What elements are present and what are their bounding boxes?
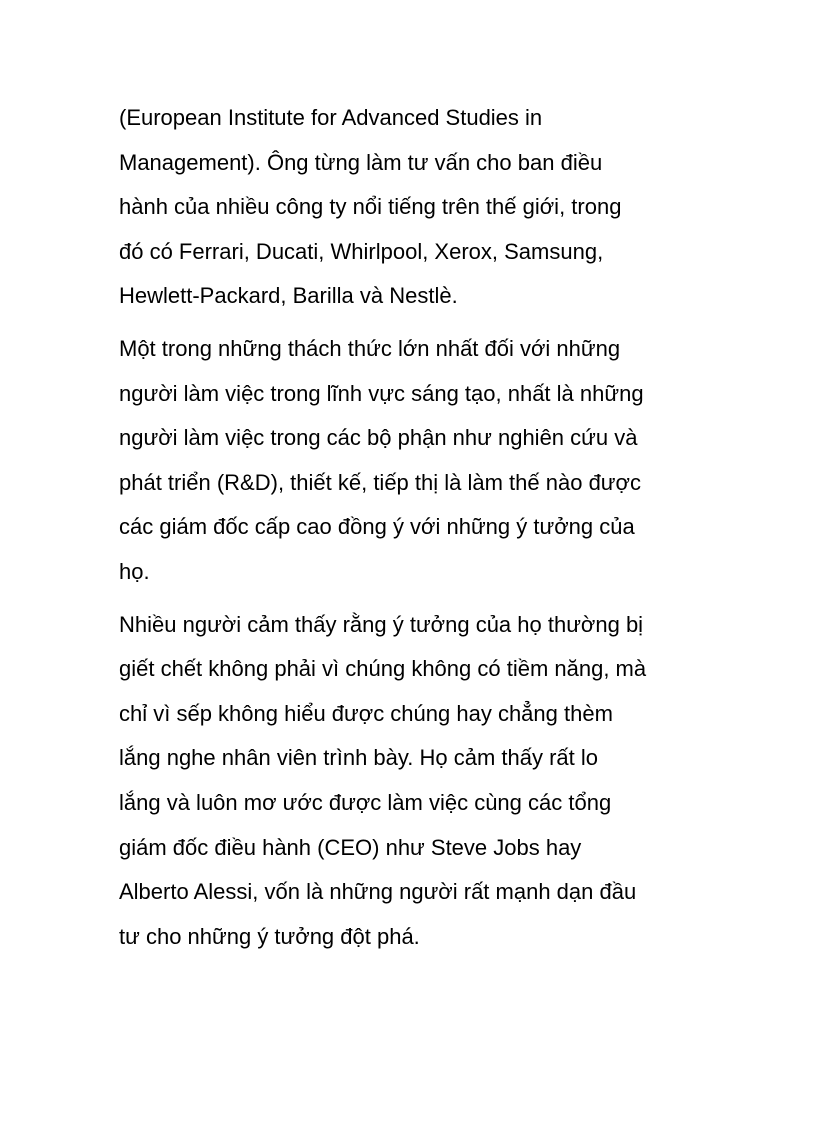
text-line: tư cho những ý tưởng đột phá. [119, 923, 420, 949]
text-line: phát triển (R&D), thiết kế, tiếp thị là làm thế nào được [119, 469, 641, 495]
paragraph-1 [119, 96, 709, 319]
document-body [119, 96, 709, 959]
text-line: lắng và luôn mơ ước được làm việc cùng các tổng [119, 789, 612, 815]
text-line: Alberto Alessi, vốn là những người rất mạnh dạn đầu [119, 879, 637, 905]
text-line: Một trong những thách thức lớn nhất đối với những [119, 335, 621, 361]
paragraph-2 [119, 327, 709, 595]
text-line: giết chết không phải vì chúng không có tiềm năng, mà [119, 656, 647, 682]
paragraph-3 [119, 603, 709, 960]
text-line: Hewlett-Packard, Barilla và Nestlè. [119, 283, 458, 309]
text-line: lắng nghe nhân viên trình bày. Họ cảm thấy rất lo [119, 745, 598, 771]
text-line: các giám đốc cấp cao đồng ý với những ý tưởng của [119, 514, 635, 540]
text-line: người làm việc trong lĩnh vực sáng tạo, nhất là những [119, 380, 644, 406]
text-line: chỉ vì sếp không hiểu được chúng hay chẳng thèm [119, 700, 613, 726]
text-line: người làm việc trong các bộ phận như nghiên cứu và [119, 425, 638, 451]
text-line: họ. [119, 558, 150, 584]
text-line: Nhiều người cảm thấy rằng ý tưởng của họ thường bị [119, 611, 644, 637]
text-line: (European Institute for Advanced Studies in [119, 105, 543, 130]
text-line: đó có Ferrari, Ducati, Whirlpool, Xerox, Samsung, [119, 238, 604, 264]
text-line: giám đốc điều hành (CEO) như Steve Jobs hay [119, 834, 582, 860]
text-line: hành của nhiều công ty nổi tiếng trên thế giới, trong [119, 194, 622, 220]
text-line: Management). Ông từng làm tư vấn cho ban điều [119, 149, 603, 175]
